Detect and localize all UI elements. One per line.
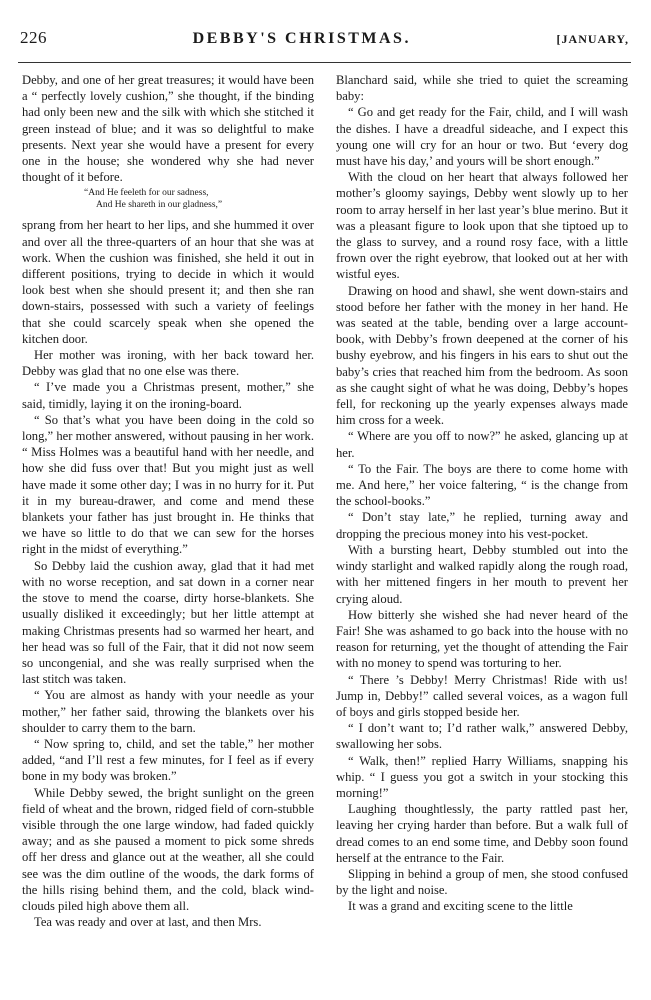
left-column <box>22 72 314 988</box>
running-title: DEBBY'S CHRISTMAS. <box>192 30 411 47</box>
paragraph: “ I’ve made you a Christmas present, mother,” she said, timidly, laying it on the ironing-board. <box>22 380 314 411</box>
paragraph: It was a grand and exciting scene to the little <box>348 899 573 914</box>
paragraph: “ Now spring to, child, and set the table,” her mother added, “and I’ll rest a few minutes, for I feel as if every bone in my body was broken.” <box>22 736 314 784</box>
right-column <box>336 72 628 988</box>
verse-quote <box>84 187 314 211</box>
issue-month: [JANUARY, <box>556 32 629 46</box>
verse-line: And He shareth in our gladness,” <box>96 200 223 211</box>
paragraph: Laughing thoughtlessly, the party rattled past her, leaving her crying harder than before. But a walk full of dread comes to an end some time, and Debby soon found herself at the entrance to the Fair. <box>336 802 628 865</box>
paragraph: “ You are almost as handy with your needle as your mother,” her father said, throwing the blankets over his shoulder to carry them to the barn. <box>22 688 314 735</box>
paragraph: Slipping in behind a group of men, she stood confused by the light and noise. <box>336 866 628 898</box>
paragraph: “ So that’s what you have been doing in the cold so long,” her mother answered, without pausing in her work. “ Miss Holmes was a beautiful hand with her needle, and how she did fuss over that! But you might just as well have made it some other day; I was in no hurry for it. Put it in my bureau-drawer, and come and mend these blankets your father has just brought in. He thinks that we have so little to do that we can sew for the horses right in the midst of everything.” <box>22 412 314 557</box>
paragraph: Drawing on hood and shawl, she went down-stairs and stood before her father with the money in her hand. He was seated at the table, bending over a large account-book, with Debby’s frown deepened at the corner of his bushy eyebrow, and his fingers in his ears to shut out the baby’s cries that reached him from the bedroom. As soon as she caught sight of what he was doing, Debby’s hopes fell, for reckoning up the yearly expenses always made him cross for a week. <box>336 283 628 428</box>
paragraph: “ I don’t want to; I’d rather walk,” answered Debby, swallowing her sobs. <box>336 721 628 752</box>
verse-line: “And He feeleth for our sadness, <box>84 188 209 199</box>
paragraph: So Debby laid the cushion away, glad that it had met with no worse reception, and sat down in a corner near the stove to mend the coarse, dirty horse-blankets. She usually disliked it exceedingly; but her little attempt at making Christmas presents had so warmed her heart, and her head was so full of the Fair, that it did not now seem so uncongenial, and she was really surprised when the last stitch was taken. <box>22 558 314 687</box>
header-rule <box>18 62 631 63</box>
paragraph: sprang from her heart to her lips, and she hummed it over and over all the three-quarters of an hour that she was at work. When the cushion was finished, she held it out in different positions, trying to decide in which it would look best when she should present it; and then she ran down-stairs, possessed with such a variety of feelings that she could scarcely speak when she opened the kitchen door. <box>22 218 314 346</box>
paragraph: “ Don’t stay late,” he replied, turning away and dropping the precious money into his vest-pocket. <box>336 510 628 541</box>
paragraph: While Debby sewed, the bright sunlight on the green field of wheat and the brown, ridged field of corn-stubble visible through the one large window, had faded quickly away; and as she paused a moment to pick some shreds off her dress and glance out at the weather, all she could see was the dim outline of the woods, the dark forms of the hills rising behind them, and the cold, black wind-clouds piled high above them all. <box>22 785 314 913</box>
paragraph: Her mother was ironing, with her back toward her. Debby was glad that no one else was there. <box>22 348 314 379</box>
paragraph: Tea was ready and over at last, and then Mrs. <box>34 915 262 930</box>
page-number: 226 <box>20 28 47 47</box>
paragraph: Blanchard said, while she tried to quiet the screaming baby: <box>336 73 628 104</box>
page-header <box>20 28 629 52</box>
paragraph: How bitterly she wished she had never heard of the Fair! She was ashamed to go back into the house with no reason for returning, yet the thought of attending the Fair with no money to spend was torturing to her. <box>336 607 628 671</box>
text-columns <box>22 72 628 988</box>
paragraph: Debby, and one of her great treasures; it would have been a “ perfectly lovely cushion,” she thought, if the binding had only been new and the silk with which she stitched it green instead of blue; and it was so delightful to make presents. Next year she would have a present for every one in the house; she wondered why she had never thought of it before. <box>22 73 314 185</box>
paragraph: With the cloud on her heart that always followed her mother’s gloomy sayings, Debby went slowly up to her room to array herself in her last year’s blue merino. But it was a pleasant figure to look upon that she tiptoed up to the glass to survey, and a round rosy face, with a little frown over the right eyebrow, that looked out at her with wistful eyes. <box>336 170 628 282</box>
paragraph: “ Go and get ready for the Fair, child, and I will wash the dishes. I have a dreadful sideache, and I expect this young one will cry for an hour or two. But ‘every dog must have his day,’ and yours will be short enough.” <box>336 105 628 169</box>
paragraph: “ There ’s Debby! Merry Christmas! Ride with us! Jump in, Debby!” called several voices, as a wagon full of boys and girls stopped beside her. <box>336 672 628 719</box>
paragraph: “ To the Fair. The boys are there to come home with me. And here,” her voice faltering, “ is the change from the school-books.” <box>336 461 628 509</box>
paragraph: “ Walk, then!” replied Harry Williams, snapping his whip. “ I guess you got a switch in your stocking this morning!” <box>336 753 628 800</box>
paragraph: “ Where are you off to now?” he asked, glancing up at her. <box>336 429 628 460</box>
paragraph: With a bursting heart, Debby stumbled out into the windy starlight and walked rapidly along the rough road, with her mittened fingers in her mouth to prevent her crying aloud. <box>336 542 628 606</box>
